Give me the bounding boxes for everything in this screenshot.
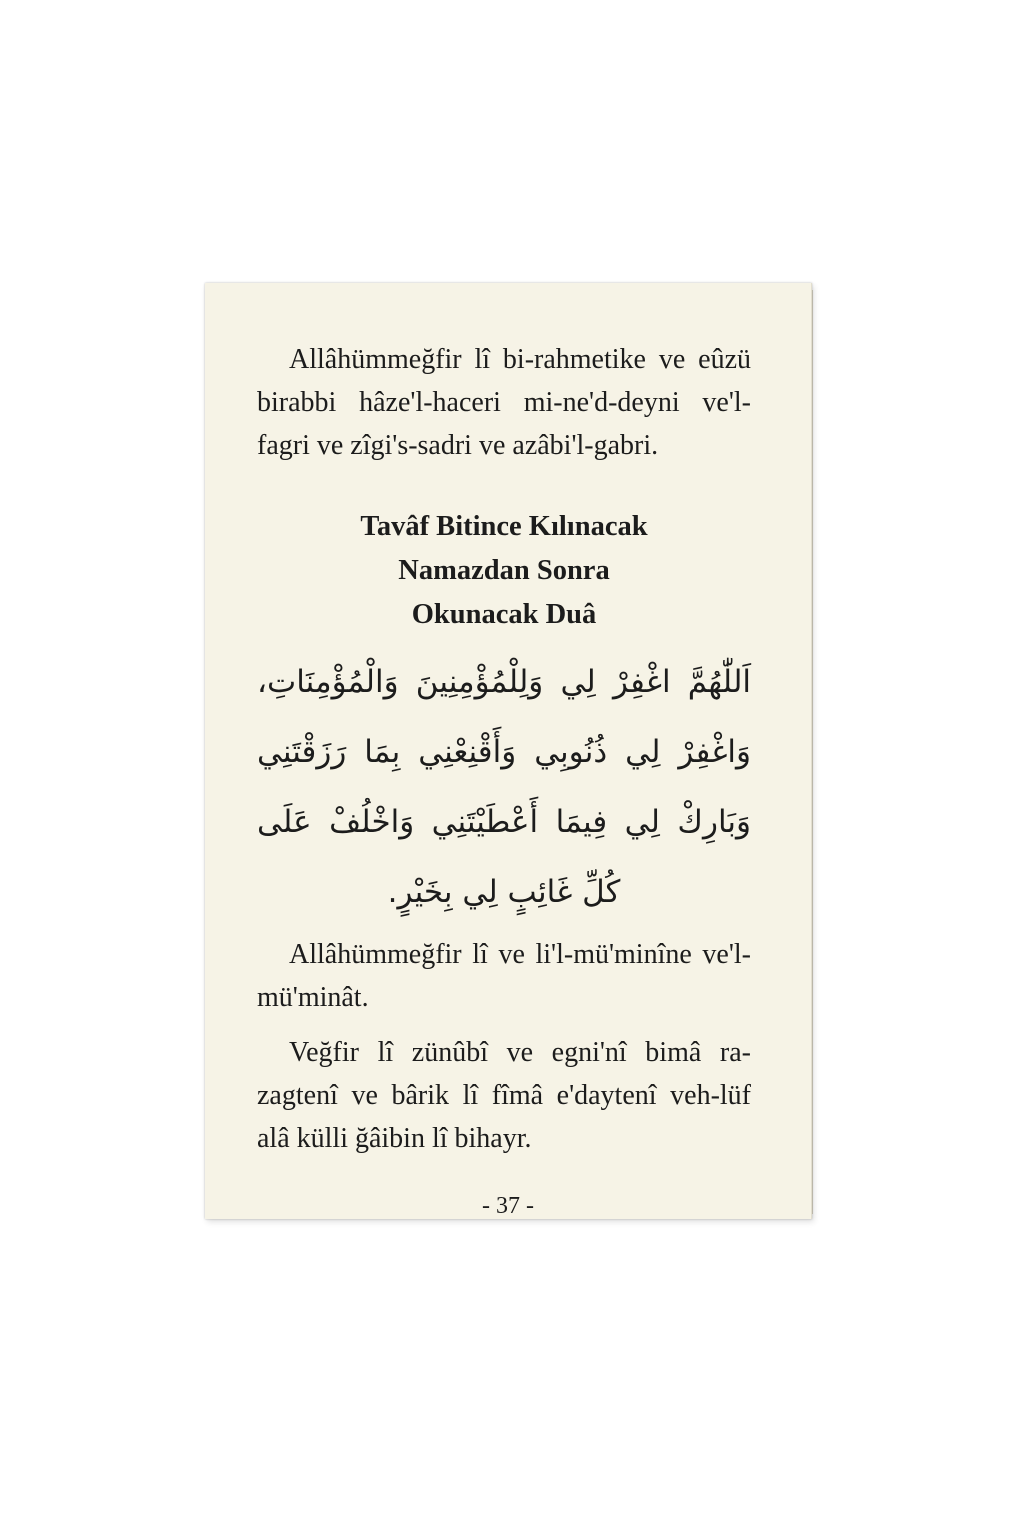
heading-line-2: Namazdan Sonra (398, 555, 610, 586)
arabic-line-4: كُلِّ غَائِبٍ لِي بِخَيْرٍ. (387, 874, 621, 910)
arabic-line-1: اَللّٰهُمَّ اغْفِرْ لِي وَلِلْمُؤْمِنِينَ وَالْمُؤْمِنَاتِ، (257, 664, 751, 700)
arabic-line-3: وَبَارِكْ لِي فِيمَا أَعْطَيْتَنِي وَاخْلُفْ عَلَى (257, 804, 751, 840)
transliteration-paragraph-2: Allâhümmeğfir lî ve li'l-mü'minîne ve'l-mü'minât. (257, 939, 751, 1013)
section-heading (257, 505, 751, 637)
book-page (205, 283, 812, 1219)
heading-line-1: Tavâf Bitince Kılınacak (360, 511, 648, 542)
arabic-prayer (257, 647, 751, 927)
transliteration-paragraph-3: Veğfir lî zünûbî ve egni'nî bimâ ra-zagtenî ve bârik lî fîmâ e'daytenî veh-lüf alâ külli ğâibin lî bihayr. (257, 1037, 751, 1154)
page-content (257, 338, 751, 1160)
transliteration-paragraph-1: Allâhümmeğfir lî bi-rahmetike ve eûzü birabbi hâze'l-haceri mi-ne'd-deyni ve'l-fagri ve zîgi's-sadri ve azâbi'l-gabri. (257, 344, 751, 461)
heading-line-3: Okunacak Duâ (411, 599, 597, 630)
arabic-line-2: وَاغْفِرْ لِي ذُنُوبِي وَأَقْنِعْنِي بِمَا رَزَقْتَنِي (257, 734, 751, 770)
page-number: - 37 - (482, 1193, 534, 1219)
